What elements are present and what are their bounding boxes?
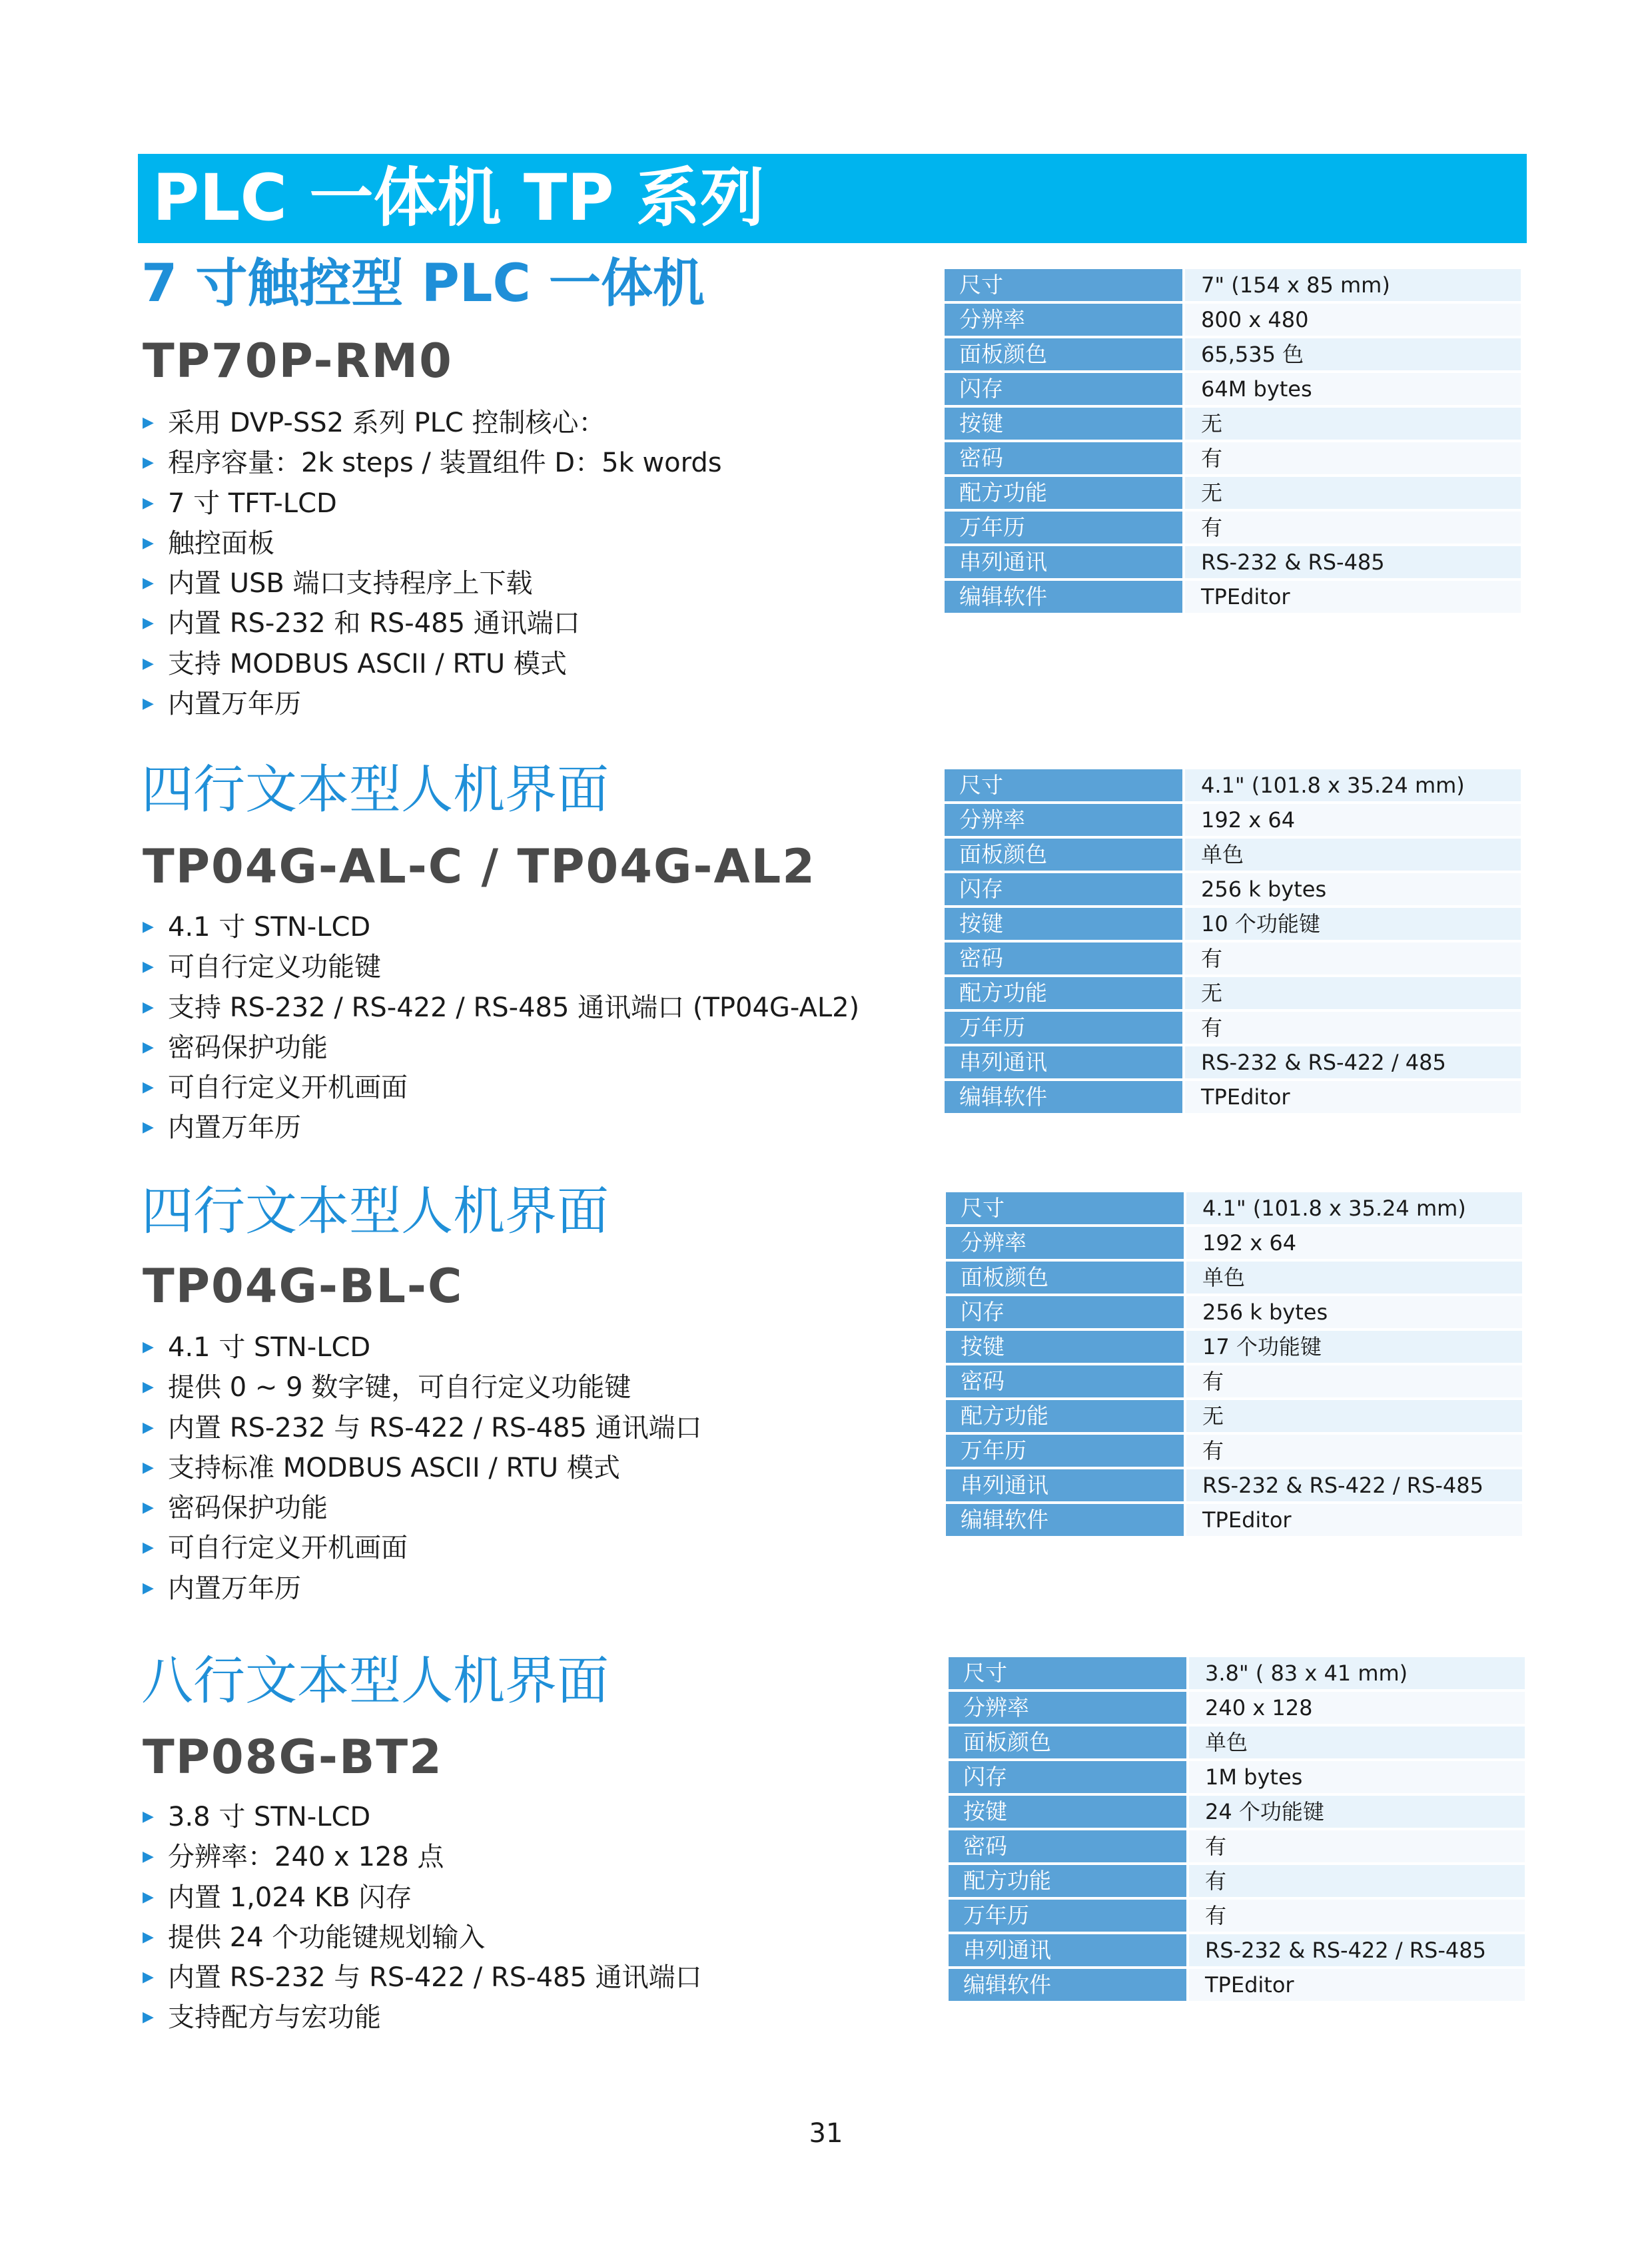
title-banner	[138, 154, 1527, 243]
triangle-bullet-icon: ▶	[143, 534, 154, 552]
table-row: 闪存 256 k bytes	[945, 873, 1521, 908]
table-row: 串列通讯 RS-232 & RS-485	[945, 546, 1521, 581]
triangle-bullet-icon: ▶	[143, 1928, 154, 1946]
table-row: 闪存 256 k bytes	[946, 1296, 1522, 1331]
list-item: ▶ 采用 DVP-SS2 系列 PLC 控制核心：	[141, 403, 722, 443]
list-item: ▶ 程序容量：2k steps / 装置组件 D：5k words	[141, 443, 722, 483]
section-heading: 7 寸触控型 PLC 一体机	[141, 254, 705, 314]
table-row: 分辨率 800 x 480	[945, 304, 1521, 338]
list-item: ▶ 4.1 寸 STN-LCD	[141, 1327, 702, 1367]
table-row: 串列通讯 RS-232 & RS-422 / 485	[945, 1046, 1521, 1081]
feature-list	[141, 1797, 702, 2038]
table-row: 面板颜色 65,535 色	[945, 338, 1521, 373]
table-row: 按键 24 个功能键	[949, 1796, 1525, 1830]
table-row: 尺寸 4.1" (101.8 x 35.24 mm)	[945, 769, 1521, 804]
section-heading: 八行文本型人机界面	[141, 1651, 610, 1711]
list-item: ▶ 密码保护功能	[141, 1028, 859, 1068]
list-item: ▶ 提供 0 ~ 9 数字键，可自行定义功能键	[141, 1367, 702, 1407]
triangle-bullet-icon: ▶	[143, 958, 154, 976]
table-row: 分辨率 240 x 128	[949, 1692, 1525, 1726]
table-row: 闪存 64M bytes	[945, 373, 1521, 408]
table-row: 万年历 有	[945, 512, 1521, 546]
triangle-bullet-icon: ▶	[143, 494, 154, 512]
table-row: 配方功能 无	[946, 1400, 1522, 1435]
list-item: ▶ 内置万年历	[141, 1108, 859, 1148]
triangle-bullet-icon: ▶	[143, 1419, 154, 1436]
triangle-bullet-icon: ▶	[143, 615, 154, 632]
list-item: ▶ 内置万年历	[141, 684, 722, 724]
triangle-bullet-icon: ▶	[143, 1079, 154, 1096]
table-row: 尺寸 7" (154 x 85 mm)	[945, 269, 1521, 304]
triangle-bullet-icon: ▶	[143, 454, 154, 472]
table-row: 分辨率 192 x 64	[945, 804, 1521, 839]
list-item: ▶ 内置 RS-232 和 RS-485 通讯端口	[141, 603, 722, 643]
table-row: 按键 10 个功能键	[945, 908, 1521, 942]
table-row: 密码 有	[946, 1365, 1522, 1400]
list-item: ▶ 内置 1,024 KB 闪存	[141, 1878, 702, 1918]
list-item: ▶ 4.1 寸 STN-LCD	[141, 907, 859, 947]
list-item: ▶ 内置 USB 端口支持程序上下载	[141, 563, 722, 603]
triangle-bullet-icon: ▶	[143, 1459, 154, 1476]
table-row: 密码 有	[945, 942, 1521, 977]
table-row: 配方功能 无	[945, 977, 1521, 1012]
section-heading: 四行文本型人机界面	[141, 1182, 610, 1242]
table-row: 万年历 有	[946, 1435, 1522, 1469]
table-row: 密码 有	[945, 442, 1521, 477]
triangle-bullet-icon: ▶	[143, 1119, 154, 1136]
list-item: ▶ 触控面板	[141, 524, 722, 563]
table-row: 万年历 有	[945, 1012, 1521, 1046]
triangle-bullet-icon: ▶	[143, 1808, 154, 1825]
list-item: ▶ 分辨率：240 x 128 点	[141, 1837, 702, 1877]
list-item: ▶ 内置 RS-232 与 RS-422 / RS-485 通讯端口	[141, 1408, 702, 1448]
model-name: TP08G-BT2	[143, 1730, 443, 1784]
page-number: 31	[809, 2118, 843, 2149]
table-row: 分辨率 192 x 64	[946, 1227, 1522, 1262]
triangle-bullet-icon: ▶	[143, 655, 154, 672]
triangle-bullet-icon: ▶	[143, 1888, 154, 1906]
table-row: 尺寸 3.8" ( 83 x 41 mm)	[949, 1657, 1525, 1692]
model-name: TP04G-BL-C	[143, 1259, 464, 1313]
page-title: PLC 一体机 TP 系列	[153, 161, 765, 235]
table-row: 闪存 1M bytes	[949, 1761, 1525, 1796]
table-row: 配方功能 有	[949, 1865, 1525, 1900]
table-row: 配方功能 无	[945, 477, 1521, 512]
list-item: ▶ 可自行定义功能键	[141, 947, 859, 987]
list-item: ▶ 支持标准 MODBUS ASCII / RTU 模式	[141, 1448, 702, 1488]
table-row: 面板颜色 单色	[946, 1262, 1522, 1296]
table-row: 面板颜色 单色	[949, 1726, 1525, 1761]
list-item: ▶ 7 寸 TFT-LCD	[141, 484, 722, 524]
feature-list	[141, 907, 859, 1148]
table-row: 编辑软件 TPEditor	[945, 581, 1521, 615]
list-item: ▶ 支持 RS-232 / RS-422 / RS-485 通讯端口 (TP04G-AL2)	[141, 988, 859, 1028]
table-row: 串列通讯 RS-232 & RS-422 / RS-485	[949, 1934, 1525, 1969]
table-row: 万年历 有	[949, 1900, 1525, 1934]
triangle-bullet-icon: ▶	[143, 1969, 154, 1986]
table-row: 密码 有	[949, 1830, 1525, 1865]
triangle-bullet-icon: ▶	[143, 414, 154, 431]
triangle-bullet-icon: ▶	[143, 695, 154, 713]
triangle-bullet-icon: ▶	[143, 575, 154, 592]
list-item: ▶ 密码保护功能	[141, 1488, 702, 1528]
triangle-bullet-icon: ▶	[143, 1579, 154, 1597]
triangle-bullet-icon: ▶	[143, 1848, 154, 1866]
feature-list	[141, 403, 722, 724]
triangle-bullet-icon: ▶	[143, 1038, 154, 1056]
model-name: TP70P-RM0	[143, 334, 453, 388]
table-row: 按键 17 个功能键	[946, 1331, 1522, 1365]
triangle-bullet-icon: ▶	[143, 1499, 154, 1517]
list-item: ▶ 支持配方与宏功能	[141, 1998, 702, 2038]
list-item: ▶ 可自行定义开机画面	[141, 1068, 859, 1108]
table-row: 尺寸 4.1" (101.8 x 35.24 mm)	[946, 1192, 1522, 1227]
list-item: ▶ 3.8 寸 STN-LCD	[141, 1797, 702, 1837]
list-item: ▶ 内置 RS-232 与 RS-422 / RS-485 通讯端口	[141, 1958, 702, 1998]
table-row: 编辑软件 TPEditor	[946, 1504, 1522, 1539]
table-row: 编辑软件 TPEditor	[945, 1081, 1521, 1116]
triangle-bullet-icon: ▶	[143, 1379, 154, 1396]
triangle-bullet-icon: ▶	[143, 1339, 154, 1355]
table-row: 按键 无	[945, 408, 1521, 442]
table-row: 编辑软件 TPEditor	[949, 1969, 1525, 2004]
section-heading: 四行文本型人机界面	[141, 760, 610, 820]
list-item: ▶ 可自行定义开机画面	[141, 1528, 702, 1568]
feature-list	[141, 1327, 702, 1609]
list-item: ▶ 内置万年历	[141, 1569, 702, 1609]
triangle-bullet-icon: ▶	[143, 919, 154, 935]
triangle-bullet-icon: ▶	[143, 2009, 154, 2026]
table-row: 串列通讯 RS-232 & RS-422 / RS-485	[946, 1469, 1522, 1504]
table-row: 面板颜色 单色	[945, 839, 1521, 873]
model-name: TP04G-AL-C / TP04G-AL2	[143, 839, 816, 894]
list-item: ▶ 支持 MODBUS ASCII / RTU 模式	[141, 644, 722, 684]
triangle-bullet-icon: ▶	[143, 998, 154, 1016]
triangle-bullet-icon: ▶	[143, 1539, 154, 1557]
list-item: ▶ 提供 24 个功能键规划输入	[141, 1918, 702, 1958]
